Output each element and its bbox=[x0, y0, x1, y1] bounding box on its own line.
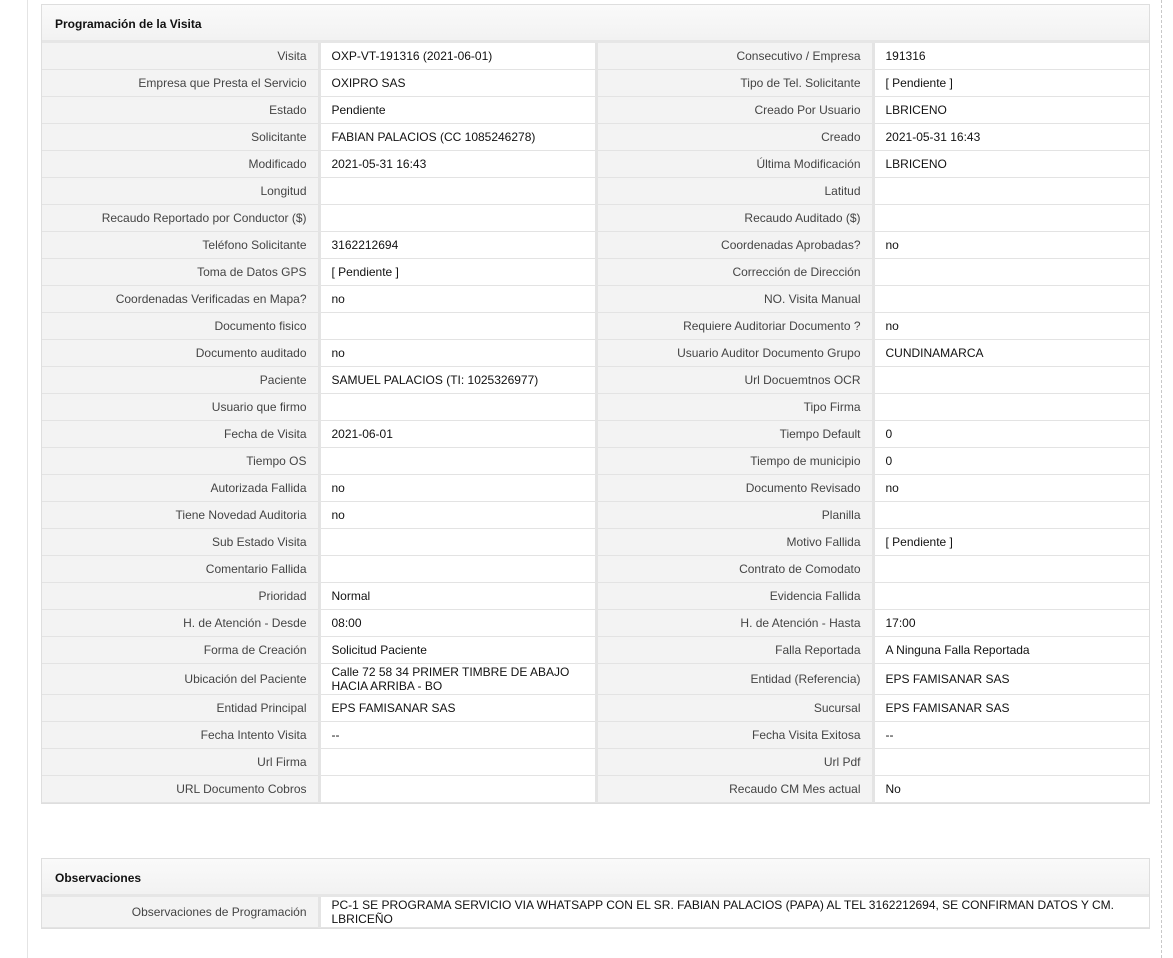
field-value: [ Pendiente ] bbox=[873, 529, 1149, 556]
field-label: Usuario Auditor Documento Grupo bbox=[596, 340, 873, 367]
field-label: Creado Por Usuario bbox=[596, 97, 873, 124]
field-label: Consecutivo / Empresa bbox=[596, 43, 873, 70]
field-value: SAMUEL PALACIOS (TI: 1025326977) bbox=[319, 367, 596, 394]
field-label: Comentario Fallida bbox=[42, 556, 319, 583]
field-value: no bbox=[319, 340, 596, 367]
detail-row bbox=[42, 313, 1149, 340]
field-label: Fecha Visita Exitosa bbox=[596, 722, 873, 749]
field-value: LBRICENO bbox=[873, 151, 1149, 178]
field-value: Normal bbox=[319, 583, 596, 610]
field-label: Recaudo Reportado por Conductor ($) bbox=[42, 205, 319, 232]
detail-row bbox=[42, 97, 1149, 124]
field-value: 3162212694 bbox=[319, 232, 596, 259]
field-value: OXIPRO SAS bbox=[319, 70, 596, 97]
detail-row bbox=[42, 205, 1149, 232]
field-label: Documento Revisado bbox=[596, 475, 873, 502]
field-label: Tiempo de municipio bbox=[596, 448, 873, 475]
observations-title: Observaciones bbox=[42, 859, 1149, 897]
field-value bbox=[319, 394, 596, 421]
field-value bbox=[873, 205, 1149, 232]
observations-panel bbox=[41, 858, 1150, 929]
field-value bbox=[873, 556, 1149, 583]
field-label: Falla Reportada bbox=[596, 637, 873, 664]
field-value: 0 bbox=[873, 421, 1149, 448]
field-label: Documento fisico bbox=[42, 313, 319, 340]
detail-row bbox=[42, 610, 1149, 637]
field-value: EPS FAMISANAR SAS bbox=[319, 695, 596, 722]
field-value bbox=[873, 286, 1149, 313]
field-label: Empresa que Presta el Servicio bbox=[42, 70, 319, 97]
field-label: Coordenadas Aprobadas? bbox=[596, 232, 873, 259]
field-label: Ubicación del Paciente bbox=[42, 664, 319, 695]
observations-value: PC-1 SE PROGRAMA SERVICIO VIA WHATSAPP CON EL SR. FABIAN PALACIOS (PAPA) AL TEL 3162212694, SE CONFIRMAN DATOS Y CM. LBRICEÑO bbox=[319, 897, 1149, 928]
field-value: Calle 72 58 34 PRIMER TIMBRE DE ABAJO HACIA ARRIBA - BO bbox=[319, 664, 596, 695]
detail-row bbox=[42, 421, 1149, 448]
field-value: [ Pendiente ] bbox=[319, 259, 596, 286]
field-label: Estado bbox=[42, 97, 319, 124]
detail-row bbox=[42, 722, 1149, 749]
field-value: [ Pendiente ] bbox=[873, 70, 1149, 97]
detail-row bbox=[42, 664, 1149, 695]
detail-row bbox=[42, 502, 1149, 529]
field-label: Paciente bbox=[42, 367, 319, 394]
field-value bbox=[873, 367, 1149, 394]
field-label: H. de Atención - Hasta bbox=[596, 610, 873, 637]
field-value: no bbox=[873, 232, 1149, 259]
detail-row bbox=[42, 367, 1149, 394]
field-value: 17:00 bbox=[873, 610, 1149, 637]
detail-row bbox=[42, 286, 1149, 313]
field-value bbox=[873, 394, 1149, 421]
field-value: no bbox=[319, 286, 596, 313]
field-label: Entidad Principal bbox=[42, 695, 319, 722]
visit-schedule-panel bbox=[41, 4, 1150, 804]
field-label: Latitud bbox=[596, 178, 873, 205]
right-border bbox=[1161, 0, 1162, 958]
visit-details-rows bbox=[42, 43, 1149, 803]
field-label: Creado bbox=[596, 124, 873, 151]
field-value: 2021-05-31 16:43 bbox=[319, 151, 596, 178]
field-label: Tipo Firma bbox=[596, 394, 873, 421]
visit-schedule-title: Programación de la Visita bbox=[42, 5, 1149, 43]
field-value bbox=[873, 502, 1149, 529]
field-value bbox=[873, 259, 1149, 286]
field-label: Entidad (Referencia) bbox=[596, 664, 873, 695]
field-label: NO. Visita Manual bbox=[596, 286, 873, 313]
field-label: Url Firma bbox=[42, 749, 319, 776]
field-label: Forma de Creación bbox=[42, 637, 319, 664]
observations-label: Observaciones de Programación bbox=[42, 897, 319, 928]
field-value bbox=[319, 313, 596, 340]
observations-table bbox=[42, 897, 1149, 928]
field-label: Fecha de Visita bbox=[42, 421, 319, 448]
field-value: 2021-06-01 bbox=[319, 421, 596, 448]
field-label: Contrato de Comodato bbox=[596, 556, 873, 583]
field-value: No bbox=[873, 776, 1149, 803]
detail-row bbox=[42, 475, 1149, 502]
field-label: Toma de Datos GPS bbox=[42, 259, 319, 286]
field-label: Recaudo Auditado ($) bbox=[596, 205, 873, 232]
field-label: Modificado bbox=[42, 151, 319, 178]
detail-row bbox=[42, 124, 1149, 151]
field-value: Pendiente bbox=[319, 97, 596, 124]
detail-row bbox=[42, 637, 1149, 664]
visit-details-table bbox=[42, 43, 1149, 803]
field-value bbox=[319, 529, 596, 556]
field-label: Autorizada Fallida bbox=[42, 475, 319, 502]
field-value: -- bbox=[319, 722, 596, 749]
field-value: EPS FAMISANAR SAS bbox=[873, 664, 1149, 695]
field-value bbox=[319, 178, 596, 205]
field-label: Coordenadas Verificadas en Mapa? bbox=[42, 286, 319, 313]
field-value bbox=[319, 776, 596, 803]
field-label: Visita bbox=[42, 43, 319, 70]
field-label: Motivo Fallida bbox=[596, 529, 873, 556]
field-value: EPS FAMISANAR SAS bbox=[873, 695, 1149, 722]
detail-row bbox=[42, 695, 1149, 722]
field-label: Corrección de Dirección bbox=[596, 259, 873, 286]
field-value: CUNDINAMARCA bbox=[873, 340, 1149, 367]
field-label: Requiere Auditoriar Documento ? bbox=[596, 313, 873, 340]
field-value: no bbox=[873, 475, 1149, 502]
field-label: Tipo de Tel. Solicitante bbox=[596, 70, 873, 97]
detail-row bbox=[42, 232, 1149, 259]
field-label: Evidencia Fallida bbox=[596, 583, 873, 610]
detail-row bbox=[42, 340, 1149, 367]
field-label: Url Docuemtnos OCR bbox=[596, 367, 873, 394]
field-value: no bbox=[319, 502, 596, 529]
field-label: Longitud bbox=[42, 178, 319, 205]
field-value: OXP-VT-191316 (2021-06-01) bbox=[319, 43, 596, 70]
field-value: LBRICENO bbox=[873, 97, 1149, 124]
field-value: 2021-05-31 16:43 bbox=[873, 124, 1149, 151]
field-value bbox=[319, 556, 596, 583]
detail-row bbox=[42, 151, 1149, 178]
field-label: Solicitante bbox=[42, 124, 319, 151]
observations-row bbox=[42, 897, 1149, 928]
field-value: A Ninguna Falla Reportada bbox=[873, 637, 1149, 664]
field-value: 0 bbox=[873, 448, 1149, 475]
detail-row bbox=[42, 70, 1149, 97]
field-label: Sub Estado Visita bbox=[42, 529, 319, 556]
field-value: -- bbox=[873, 722, 1149, 749]
field-value bbox=[873, 583, 1149, 610]
field-value: 191316 bbox=[873, 43, 1149, 70]
detail-row bbox=[42, 749, 1149, 776]
detail-row bbox=[42, 394, 1149, 421]
field-value: 08:00 bbox=[319, 610, 596, 637]
detail-row bbox=[42, 43, 1149, 70]
field-label: Planilla bbox=[596, 502, 873, 529]
field-value bbox=[873, 178, 1149, 205]
field-label: Prioridad bbox=[42, 583, 319, 610]
field-label: Fecha Intento Visita bbox=[42, 722, 319, 749]
detail-row bbox=[42, 583, 1149, 610]
field-value bbox=[319, 448, 596, 475]
detail-row bbox=[42, 448, 1149, 475]
field-value: no bbox=[873, 313, 1149, 340]
field-label: Tiene Novedad Auditoria bbox=[42, 502, 319, 529]
field-label: Url Pdf bbox=[596, 749, 873, 776]
field-label: Sucursal bbox=[596, 695, 873, 722]
field-label: Tiempo OS bbox=[42, 448, 319, 475]
left-border bbox=[27, 0, 28, 958]
field-label: H. de Atención - Desde bbox=[42, 610, 319, 637]
field-value bbox=[873, 749, 1149, 776]
field-label: Tiempo Default bbox=[596, 421, 873, 448]
field-label: Última Modificación bbox=[596, 151, 873, 178]
detail-row bbox=[42, 178, 1149, 205]
field-label: Documento auditado bbox=[42, 340, 319, 367]
field-label: Usuario que firmo bbox=[42, 394, 319, 421]
field-value: FABIAN PALACIOS (CC 1085246278) bbox=[319, 124, 596, 151]
field-label: Recaudo CM Mes actual bbox=[596, 776, 873, 803]
field-value bbox=[319, 205, 596, 232]
field-value: no bbox=[319, 475, 596, 502]
detail-row bbox=[42, 259, 1149, 286]
field-label: URL Documento Cobros bbox=[42, 776, 319, 803]
detail-row bbox=[42, 776, 1149, 803]
detail-row bbox=[42, 556, 1149, 583]
detail-row bbox=[42, 529, 1149, 556]
field-label: Teléfono Solicitante bbox=[42, 232, 319, 259]
field-value bbox=[319, 749, 596, 776]
field-value: Solicitud Paciente bbox=[319, 637, 596, 664]
